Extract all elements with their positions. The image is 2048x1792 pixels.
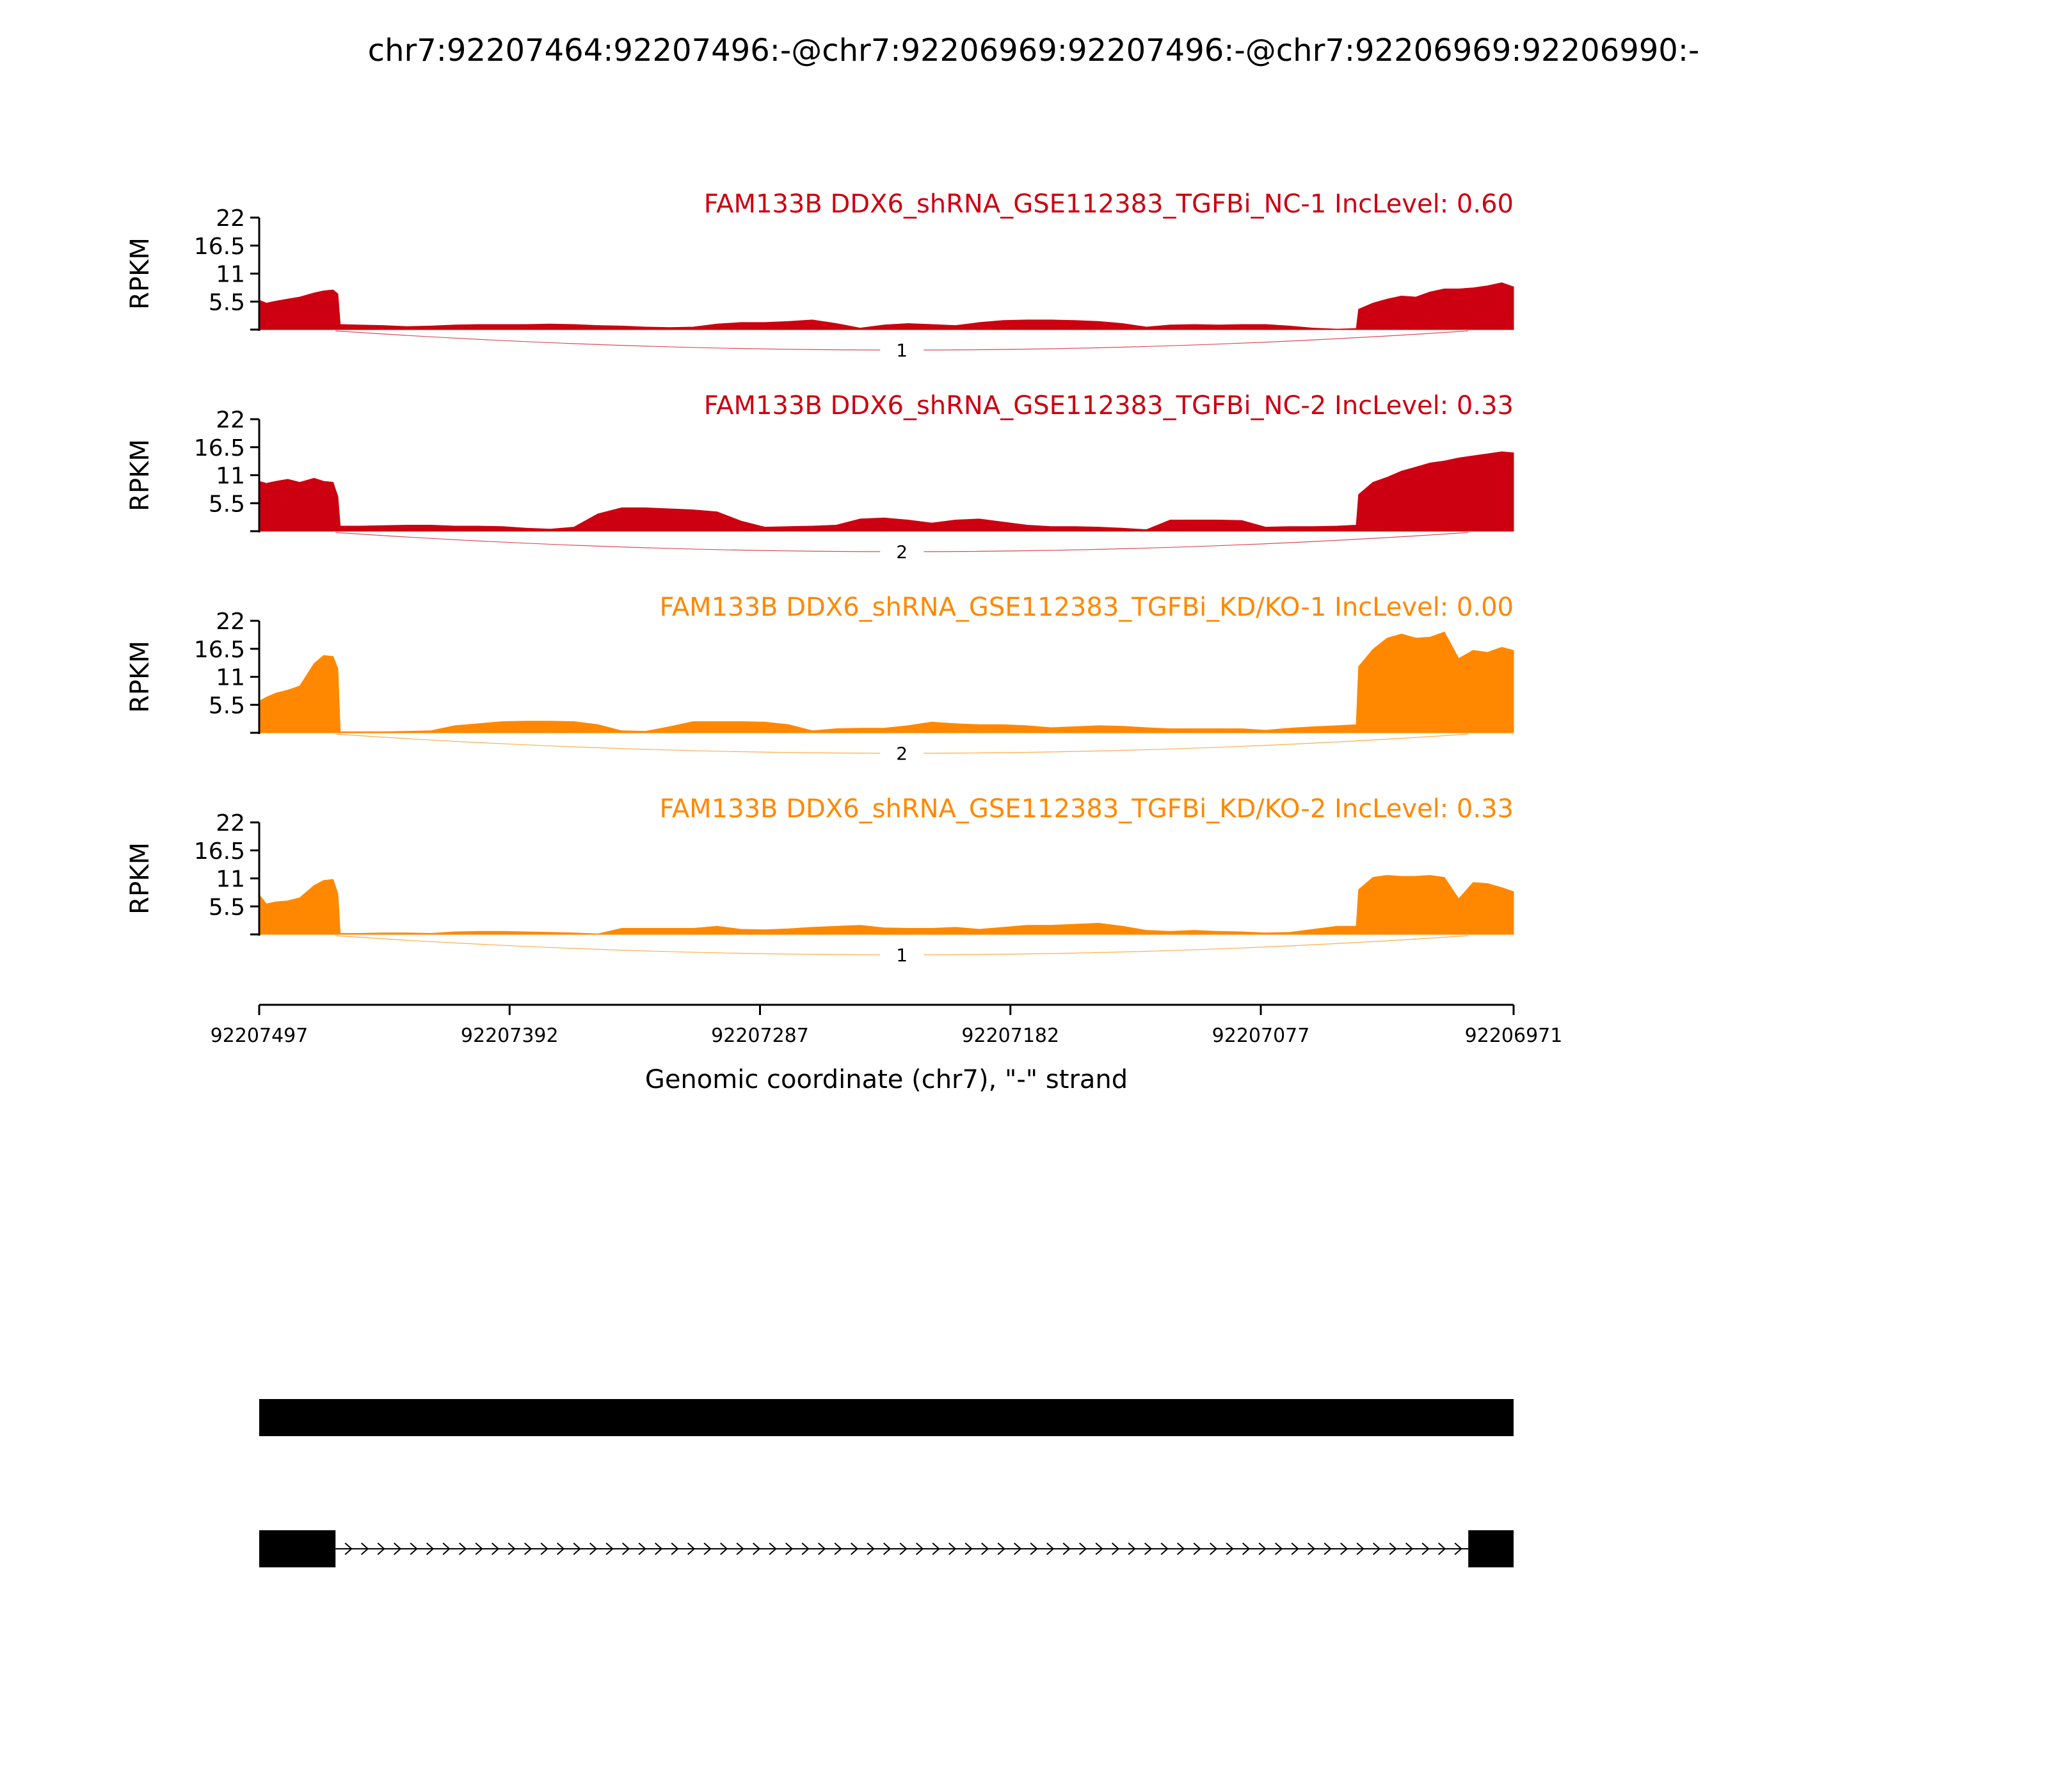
exon-block	[259, 1399, 1514, 1436]
gene-models	[259, 1399, 1514, 1567]
coverage-panel-3	[125, 593, 1514, 765]
x-tick-label: 92207182	[961, 1025, 1060, 1047]
y-tick-label: 22	[216, 810, 245, 836]
junction-count: 1	[896, 945, 908, 966]
y-tick-label: 11	[216, 664, 245, 691]
x-tick-label: 92206971	[1464, 1025, 1563, 1047]
sample-label: FAM133B DDX6_shRNA_GSE112383_TGFBi_KD/KO-2 IncLevel: 0.33	[659, 794, 1514, 824]
y-tick-label: 11	[216, 463, 245, 490]
y-tick-label: 16.5	[193, 233, 245, 260]
y-axis-label: RPKM	[125, 439, 155, 511]
coverage-panel-4	[125, 794, 1514, 966]
y-tick-label: 5.5	[208, 692, 245, 719]
transcript-model-1	[259, 1399, 1514, 1436]
coverage-panel-1	[125, 189, 1514, 362]
coverage-panel-2	[125, 391, 1514, 563]
y-tick-label: 11	[216, 866, 245, 893]
coverage-panels	[125, 189, 1514, 966]
junction-count: 2	[896, 743, 908, 764]
x-axis-label: Genomic coordinate (chr7), "-" strand	[644, 1065, 1128, 1094]
y-axis-label: RPKM	[125, 237, 155, 310]
y-tick-label: 22	[216, 407, 245, 433]
x-axis	[211, 1005, 1563, 1047]
y-tick-label: 16.5	[193, 636, 245, 663]
coverage-area	[259, 452, 1514, 531]
y-tick-label: 22	[216, 609, 245, 635]
y-tick-label: 11	[216, 261, 245, 288]
exon-block	[1468, 1530, 1514, 1567]
junction-count: 1	[896, 340, 908, 361]
sample-label: FAM133B DDX6_shRNA_GSE112383_TGFBi_KD/KO-1 IncLevel: 0.00	[659, 593, 1514, 622]
y-axis-label: RPKM	[125, 641, 155, 713]
y-tick-label: 5.5	[208, 289, 245, 316]
coverage-area	[259, 283, 1514, 330]
x-tick-label: 92207497	[210, 1025, 308, 1047]
chart-title: chr7:92207464:92207496:-@chr7:92206969:92207496:-@chr7:92206969:92206990:-	[367, 33, 1700, 68]
junction-count: 2	[896, 541, 908, 563]
y-tick-label: 5.5	[208, 894, 245, 921]
x-tick-label: 92207077	[1212, 1025, 1310, 1047]
y-axis-label: RPKM	[125, 842, 155, 915]
y-tick-label: 16.5	[193, 838, 245, 865]
exon-block	[259, 1530, 335, 1567]
x-tick-label: 92207287	[711, 1025, 809, 1047]
coverage-area	[259, 876, 1514, 934]
y-tick-label: 16.5	[193, 435, 245, 461]
y-tick-label: 5.5	[208, 491, 245, 518]
sample-label: FAM133B DDX6_shRNA_GSE112383_TGFBi_NC-2 IncLevel: 0.33	[703, 391, 1514, 420]
coverage-area	[259, 632, 1514, 733]
x-tick-label: 92207392	[460, 1025, 559, 1047]
sample-label: FAM133B DDX6_shRNA_GSE112383_TGFBi_NC-1 IncLevel: 0.60	[703, 189, 1514, 219]
y-tick-label: 22	[216, 205, 245, 232]
transcript-model-2	[259, 1530, 1514, 1567]
